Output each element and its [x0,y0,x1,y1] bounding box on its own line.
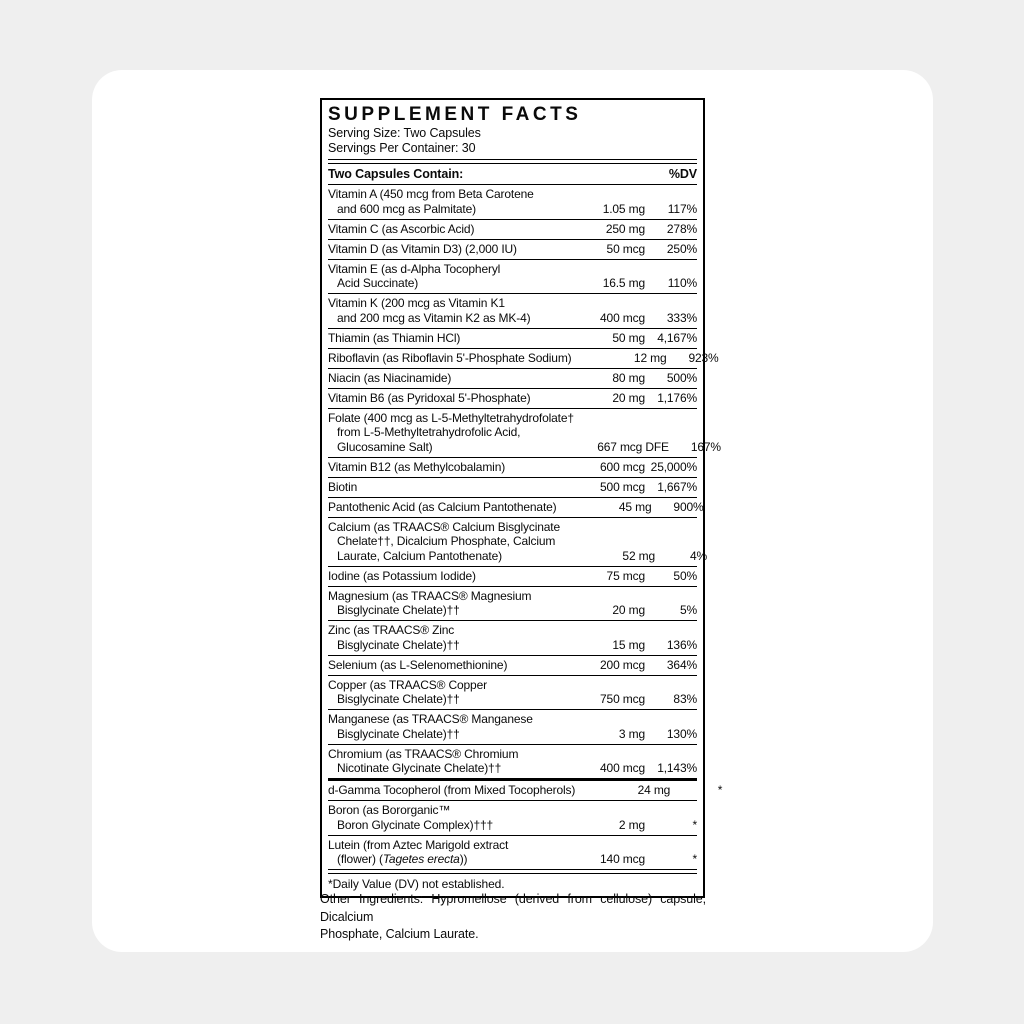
nutrient-dv: 4% [689,548,708,563]
nutrient-dv: 5% [679,603,697,617]
nutrient-name: Vitamin K (200 mcg as Vitamin K1 and 200 mcg as Vitamin K2 as MK-4) [328,296,531,325]
nutrient-row [328,259,697,294]
nutrient-amount: 750 mcg [600,692,645,706]
nutrient-name: Chromium (as TRAACS® Chromium Nicotinate Glycinate Chelate)†† [328,746,519,775]
nutrient-amount: 667 mcg DFE [597,439,669,454]
other-ingredients-line-1: Other Ingredients: Hypromellose (derived from cellulose) capsule, Dicalcium [320,892,706,924]
column-header-dv: %DV [668,167,697,181]
nutrient-row [328,566,697,586]
nutrient-name: Riboflavin (as Riboflavin 5'-Phosphate Sodium) [328,350,572,365]
nutrient-name: Manganese (as TRAACS® Manganese Bisglycinate Chelate)†† [328,712,533,741]
nutrient-row [328,517,708,566]
nutrient-amount: 80 mg [612,370,645,385]
nutrient-amount: 250 mg [605,221,645,236]
nutrient-amount: 20 mg [612,390,645,405]
nutrient-amount: 50 mcg [606,241,645,256]
nutrient-amount: 24 mg [637,783,671,797]
nutrient-row [328,219,697,239]
nutrient-name: Copper (as TRAACS® Copper Bisglycinate Chelate)†† [328,677,487,706]
nutrient-dv: 110% [667,276,697,290]
nutrient-row [328,835,697,870]
nutrient-amount: 140 mcg [600,852,645,866]
nutrient-row [328,368,697,388]
nutrient-row [328,586,697,621]
column-header-left: Two Capsules Contain: [328,167,464,181]
nutrient-row [328,457,697,477]
nutrient-name: Calcium (as TRAACS® Calcium Bisglycinate Chelate††, Dicalcium Phosphate, Calcium Laurate, Calcium Pantothenate) [328,519,561,563]
nutrient-name: Vitamin B6 (as Pyridoxal 5'-Phosphate) [328,390,531,405]
nutrient-dv: 117% [667,201,697,216]
column-header-row [328,164,697,185]
nutrient-row [328,744,697,779]
nutrient-row [328,185,697,219]
nutrient-row [328,328,697,348]
nutrient-name: Vitamin C (as Ascorbic Acid) [328,221,475,236]
nutrient-dv: * [692,817,697,832]
nutrient-dv: 364% [666,657,697,672]
nutrient-amount: 600 mcg [600,459,645,474]
nutrient-row [328,477,697,497]
nutrient-rows [328,185,723,869]
nutrient-row [328,800,697,835]
nutrient-dv: 333% [666,310,697,325]
footnote-text: *Daily Value (DV) not established. [328,877,505,892]
nutrient-amount: 1.05 mg [602,201,645,216]
nutrient-row [328,497,704,517]
nutrient-row [328,239,697,259]
nutrient-dv: * [692,852,697,866]
nutrient-row [328,620,697,655]
nutrient-amount: 400 mcg [600,761,645,775]
nutrient-row [328,778,723,800]
nutrient-dv: 83% [673,692,697,706]
nutrient-dv: 50% [673,568,697,583]
nutrient-name: Iodine (as Potassium Iodide) [328,568,476,583]
nutrient-dv: 167% [690,439,721,454]
nutrient-amount: 45 mg [618,499,652,514]
serving-size-text: Serving Size: Two Capsules [328,126,481,140]
panel-title: SUPPLEMENT FACTS [328,104,582,125]
nutrient-row [328,408,721,457]
nutrient-row [328,709,697,744]
nutrient-row [328,348,719,368]
nutrient-dv: 4,167% [657,330,697,345]
nutrient-name: Zinc (as TRAACS® Zinc Bisglycinate Chelate)†† [328,623,460,652]
nutrient-amount: 50 mg [612,330,645,345]
supplement-facts-panel [320,98,723,898]
nutrient-amount: 3 mg [618,726,645,741]
nutrient-dv: 1,143% [657,761,697,775]
nutrient-dv: 130% [666,726,697,741]
nutrient-amount: 12 mg [633,350,667,365]
nutrient-amount: 2 mg [618,817,645,832]
nutrient-name: Biotin [328,479,358,494]
nutrient-dv: 250% [666,241,697,256]
nutrient-row [328,293,697,328]
other-ingredients-text [320,891,706,944]
nutrient-name: Lutein (from Aztec Marigold extract (flower) (Tagetes erecta)) [328,837,509,866]
nutrient-dv: 1,176% [657,390,697,405]
nutrient-amount: 200 mcg [600,657,645,672]
nutrient-name: Thiamin (as Thiamin HCl) [328,330,461,345]
nutrient-row [328,675,697,710]
nutrient-name: Vitamin D (as Vitamin D3) (2,000 IU) [328,241,517,256]
nutrient-name: Boron (as Bororganic™ Boron Glycinate Complex)††† [328,803,494,832]
nutrient-name: Folate (400 mcg as L-5-Methyltetrahydrofolate† from L-5-Methyltetrahydrofolic Acid, Glucosamine Salt) [328,410,574,454]
other-ingredients-line-2: Phosphate, Calcium Laurate. [320,927,479,941]
nutrient-name: Selenium (as L-Selenomethionine) [328,657,508,672]
nutrient-amount: 75 mcg [606,568,645,583]
nutrient-dv: 25,000% [650,459,697,474]
nutrient-amount: 400 mcg [600,310,645,325]
nutrient-amount: 16.5 mg [602,276,645,290]
nutrient-name: Niacin (as Niacinamide) [328,370,452,385]
nutrient-name: Pantothenic Acid (as Calcium Pantothenate) [328,499,557,514]
nutrient-dv: 278% [666,221,697,236]
nutrient-row [328,388,697,408]
nutrient-amount: 52 mg [622,548,656,563]
nutrient-dv: 900% [673,499,704,514]
nutrient-name: Magnesium (as TRAACS® Magnesium Bisglycinate Chelate)†† [328,588,532,617]
nutrient-amount: 15 mg [612,637,645,652]
nutrient-name: d-Gamma Tocopherol (from Mixed Tocopherols) [328,783,576,797]
nutrient-amount: 20 mg [612,603,645,617]
nutrient-dv: 136% [666,637,697,652]
nutrient-dv: 1,667% [657,479,697,494]
nutrient-name: Vitamin A (450 mcg from Beta Carotene and 600 mcg as Palmitate) [328,187,534,216]
nutrient-name: Vitamin E (as d-Alpha Tocopheryl Acid Succinate) [328,261,501,290]
nutrient-row [328,655,697,675]
nutrient-dv: 500% [666,370,697,385]
servings-per-container-text: Servings Per Container: 30 [328,141,476,155]
nutrient-amount: 500 mcg [600,479,645,494]
nutrient-dv: 923% [688,350,719,365]
nutrient-name: Vitamin B12 (as Methylcobalamin) [328,459,506,474]
nutrient-dv: * [717,783,723,797]
